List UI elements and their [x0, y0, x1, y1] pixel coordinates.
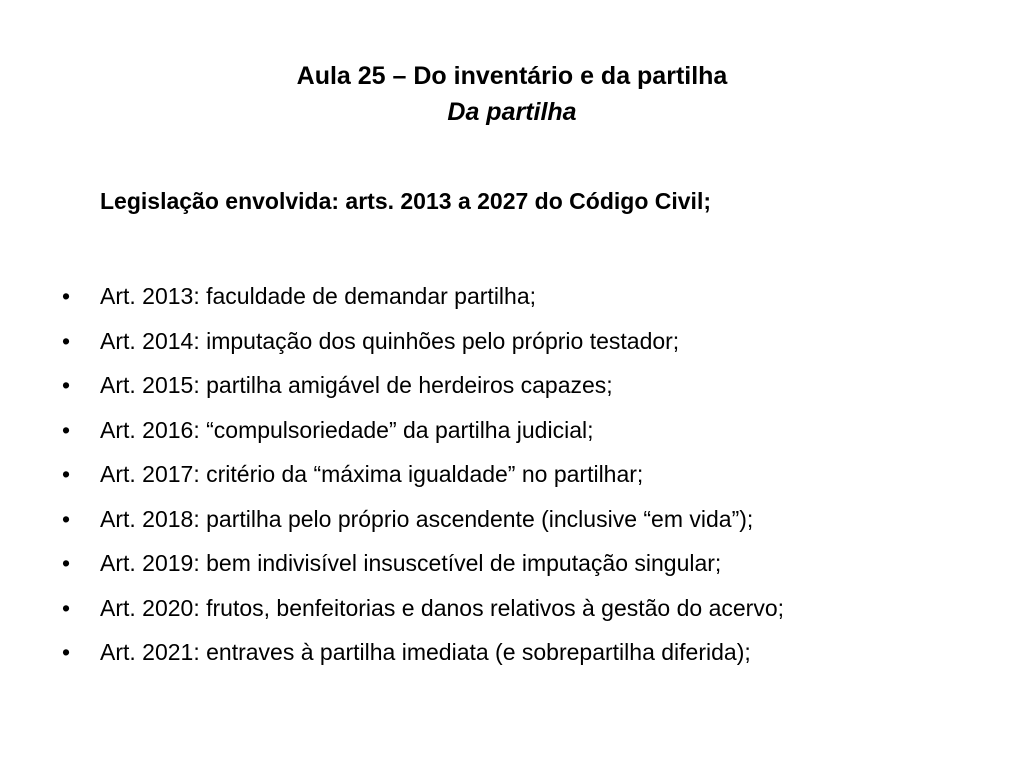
list-item-text: Art. 2020: frutos, benfeitorias e danos relativos à gestão do acervo; — [100, 594, 785, 621]
bullet-icon: • — [61, 416, 71, 443]
bullet-icon: • — [61, 505, 71, 532]
bullet-icon: • — [61, 372, 71, 398]
slide-title: Aula 25 – Do inventário e da partilha — [296, 62, 728, 90]
legislation-heading: Legislação envolvida: arts. 2013 a 2027 do Código Civil; — [100, 188, 711, 214]
list-item-text: Art. 2014: imputação dos quinhões pelo próprio testador; — [100, 327, 680, 354]
list-item-text: Art. 2019: bem indivisível insuscetível de imputação singular; — [100, 550, 722, 576]
slide-subtitle: Da partilha — [447, 98, 577, 126]
bullet-icon: • — [61, 461, 71, 487]
list-item-text: Art. 2018: partilha pelo próprio ascendente (inclusive “em vida”); — [100, 505, 754, 532]
bullet-icon: • — [61, 550, 71, 576]
title-block — [0, 58, 1024, 130]
bullet-icon: • — [61, 283, 71, 309]
list-item-text: Art. 2021: entraves à partilha imediata (e sobrepartilha diferida); — [100, 639, 751, 665]
list-item-text: Art. 2016: “compulsoriedade” da partilha judicial; — [100, 416, 594, 443]
list-item-text: Art. 2017: critério da “máxima igualdade” no partilhar; — [100, 461, 644, 487]
list-item-text: Art. 2015: partilha amigável de herdeiros capazes; — [100, 372, 613, 398]
bullet-icon: • — [61, 327, 71, 354]
bullet-icon: • — [61, 639, 71, 665]
bullet-icon: • — [61, 594, 71, 621]
list-item-text: Art. 2013: faculdade de demandar partilha; — [100, 283, 537, 309]
